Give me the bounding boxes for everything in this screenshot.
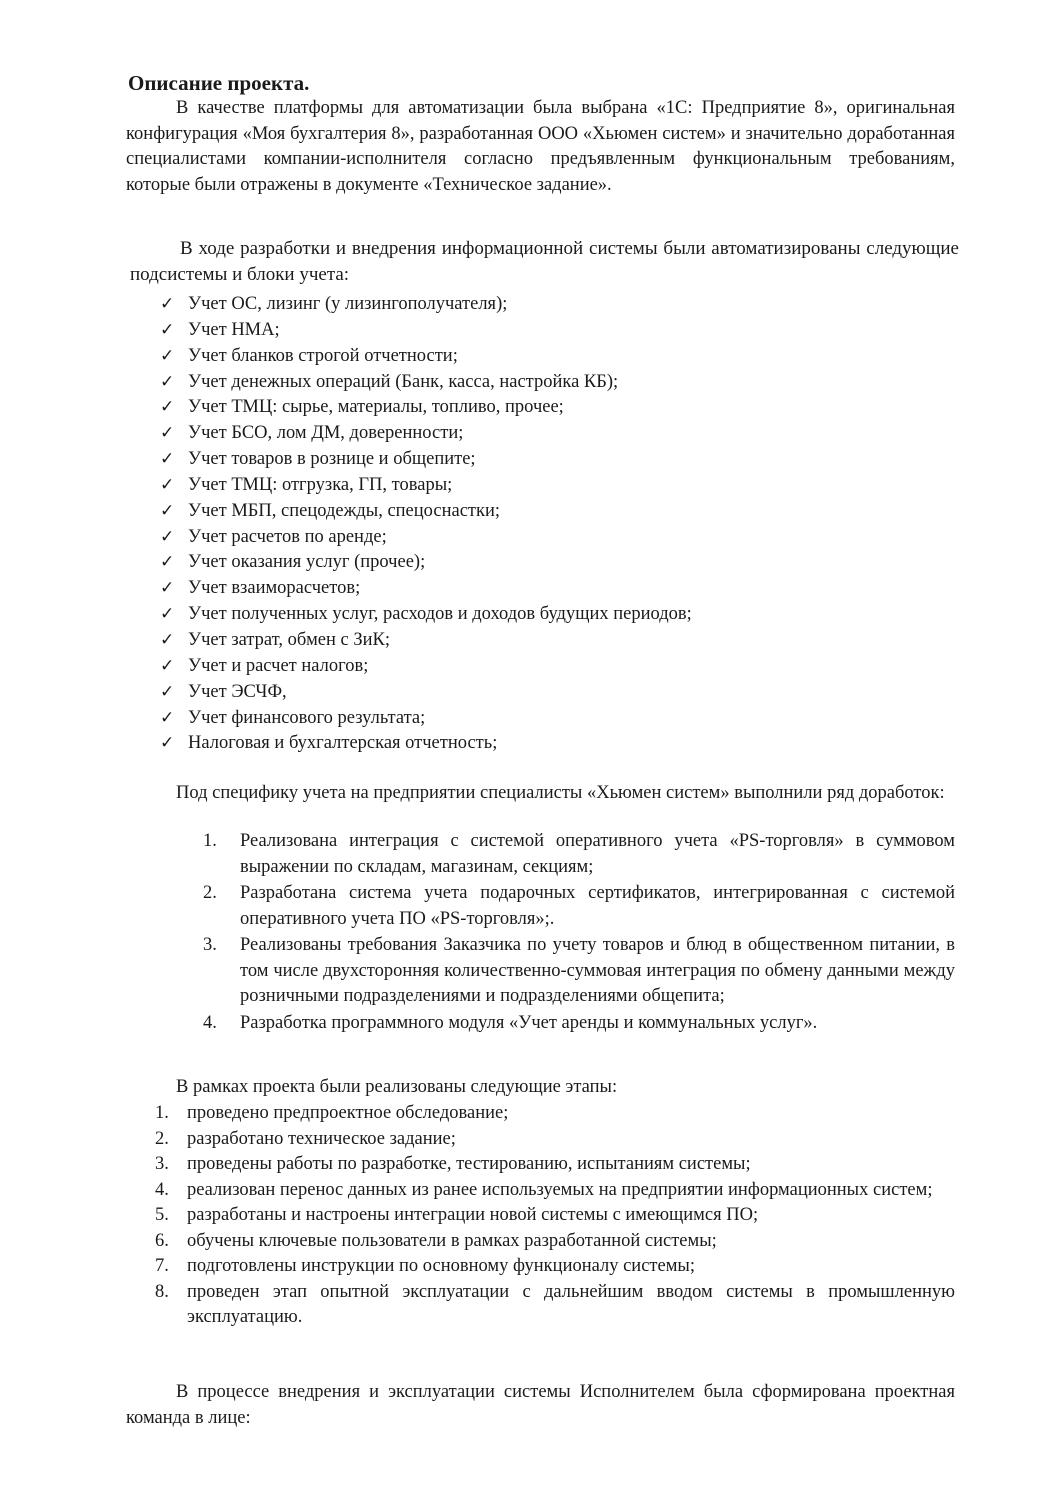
item-number: 2. xyxy=(155,1128,169,1149)
list-item: ✓ Учет денежных операций (Банк, касса, настройка КБ); xyxy=(160,369,920,395)
list-item: ✓ Учет ЭСЧФ, xyxy=(160,679,920,705)
subsystems-list xyxy=(160,291,920,756)
list-item: ✓ Учет МБП, спецодежды, спецоснастки; xyxy=(160,498,920,524)
checkmark-icon: ✓ xyxy=(160,733,175,753)
list-item: ✓ Учет ОС, лизинг (у лизингополучателя); xyxy=(160,291,920,317)
list-item: 1. проведено предпроектное обследование; xyxy=(155,1101,955,1127)
list-item: 3. Реализованы требования Заказчика по учету товаров и блюд в общественном питании, в том числе двухсторонняя количественно-суммовая интеграция по обмену данными между розничными подразделениями и подразделениями общепита; xyxy=(203,935,955,1006)
checkmark-icon: ✓ xyxy=(160,707,175,727)
checkmark-icon: ✓ xyxy=(160,526,175,546)
list-item: ✓ Учет оказания услуг (прочее); xyxy=(160,549,920,575)
checkmark-icon: ✓ xyxy=(160,655,175,675)
improvements-intro-paragraph: Под специфику учета на предприятии специалисты «Хьюмен систем» выполнили ряд доработок: xyxy=(176,783,945,803)
item-number: 3. xyxy=(203,935,217,955)
checkmark-icon: ✓ xyxy=(160,294,175,313)
checkmark-icon: ✓ xyxy=(160,371,175,391)
checkmark-icon: ✓ xyxy=(160,423,175,443)
checkmark-icon: ✓ xyxy=(160,681,175,701)
list-item: 4. Разработка программного модуля «Учет аренды и коммунальных услуг». xyxy=(203,1011,955,1037)
list-item: ✓ Учет взаиморасчетов; xyxy=(160,575,920,601)
list-item: ✓ Налоговая и бухгалтерская отчетность; xyxy=(160,730,920,756)
list-item: ✓ Учет ТМЦ: сырье, материалы, топливо, прочее; xyxy=(160,394,920,420)
list-item: ✓ Учет бланков строгой отчетности; xyxy=(160,343,920,369)
item-number: 8. xyxy=(155,1281,169,1302)
improvements-list xyxy=(203,829,955,1037)
item-number: 4. xyxy=(155,1179,169,1200)
list-item: ✓ Учет затрат, обмен с ЗиК; xyxy=(160,627,920,653)
list-item: 2. Разработана система учета подарочных сертификатов, интегрированная с системой оперативного учета ПО «PS-торговля»;. xyxy=(203,883,955,929)
item-number: 7. xyxy=(155,1256,169,1276)
item-number: 1. xyxy=(155,1103,169,1123)
list-item: ✓ Учет БСО, лом ДМ, доверенности; xyxy=(160,420,920,446)
stages-list xyxy=(155,1101,955,1331)
checkmark-icon: ✓ xyxy=(160,578,175,598)
checkmark-icon: ✓ xyxy=(160,474,175,494)
checkmark-icon: ✓ xyxy=(160,500,175,520)
item-number: 5. xyxy=(155,1205,169,1225)
item-number: 2. xyxy=(203,883,217,903)
list-item: ✓ Учет товаров в рознице и общепите; xyxy=(160,446,920,472)
item-number: 6. xyxy=(155,1230,169,1251)
list-item: 5. разработаны и настроены интеграции новой системы с имеющимся ПО; xyxy=(155,1203,955,1229)
checkmark-icon: ✓ xyxy=(160,397,175,417)
list-item: ✓ Учет полученных услуг, расходов и доходов будущих периодов; xyxy=(160,601,920,627)
checkmark-icon: ✓ xyxy=(160,552,175,572)
list-item: ✓ Учет расчетов по аренде; xyxy=(160,524,920,550)
item-number: 4. xyxy=(203,1012,217,1033)
list-item: 6. обучены ключевые пользователи в рамках разработанной системы; xyxy=(155,1229,955,1255)
list-item: 3. проведены работы по разработке, тестированию, испытаниям системы; xyxy=(155,1152,955,1178)
stages-intro-paragraph: В рамках проекта были реализованы следующие этапы: xyxy=(176,1077,618,1097)
checkmark-icon: ✓ xyxy=(160,629,175,649)
item-number: 3. xyxy=(155,1154,169,1174)
checkmark-icon: ✓ xyxy=(160,319,175,339)
checkmark-icon: ✓ xyxy=(160,449,175,469)
platform-paragraph: В качестве платформы для автоматизации была выбрана «1С: Предприятие 8», оригинальная конфигурация «Моя бухгалтерия 8», разработанная ООО «Хьюмен систем» и значительно доработанная специалистами компании-исполнителя согласно предъявленным функциональным требованиям, которые были отражены в документе «Техническое задание». xyxy=(126,98,955,195)
list-item: 8. проведен этап опытной эксплуатации с дальнейшим вводом системы в промышленную эксплуатацию. xyxy=(155,1281,955,1327)
list-item: ✓ Учет НМА; xyxy=(160,317,920,343)
list-item: ✓ Учет и расчет налогов; xyxy=(160,653,920,679)
subsystems-intro-paragraph: В ходе разработки и внедрения информационной системы были автоматизированы следующие подсистемы и блоки учета: xyxy=(130,238,959,285)
list-item: 7. подготовлены инструкции по основному функционалу системы; xyxy=(155,1254,955,1280)
list-item: ✓ Учет ТМЦ: отгрузка, ГП, товары; xyxy=(160,472,920,498)
checkmark-icon: ✓ xyxy=(160,345,175,365)
section-heading: Описание проекта. xyxy=(128,71,310,95)
list-item: 2. разработано техническое задание; xyxy=(155,1127,955,1153)
list-item: ✓ Учет финансового результата; xyxy=(160,705,920,731)
item-number: 1. xyxy=(203,831,217,851)
checkmark-icon: ✓ xyxy=(160,604,175,624)
project-team-paragraph: В процессе внедрения и эксплуатации системы Исполнителем была сформирована проектная команда в лице: xyxy=(126,1382,955,1428)
list-item: 1. Реализована интеграция с системой оперативного учета «PS-торговля» в суммовом выражении по складам, магазинам, секциям; xyxy=(203,831,955,877)
list-item: 4. реализован перенос данных из ранее используемых на предприятии информационных систем; xyxy=(155,1178,955,1204)
